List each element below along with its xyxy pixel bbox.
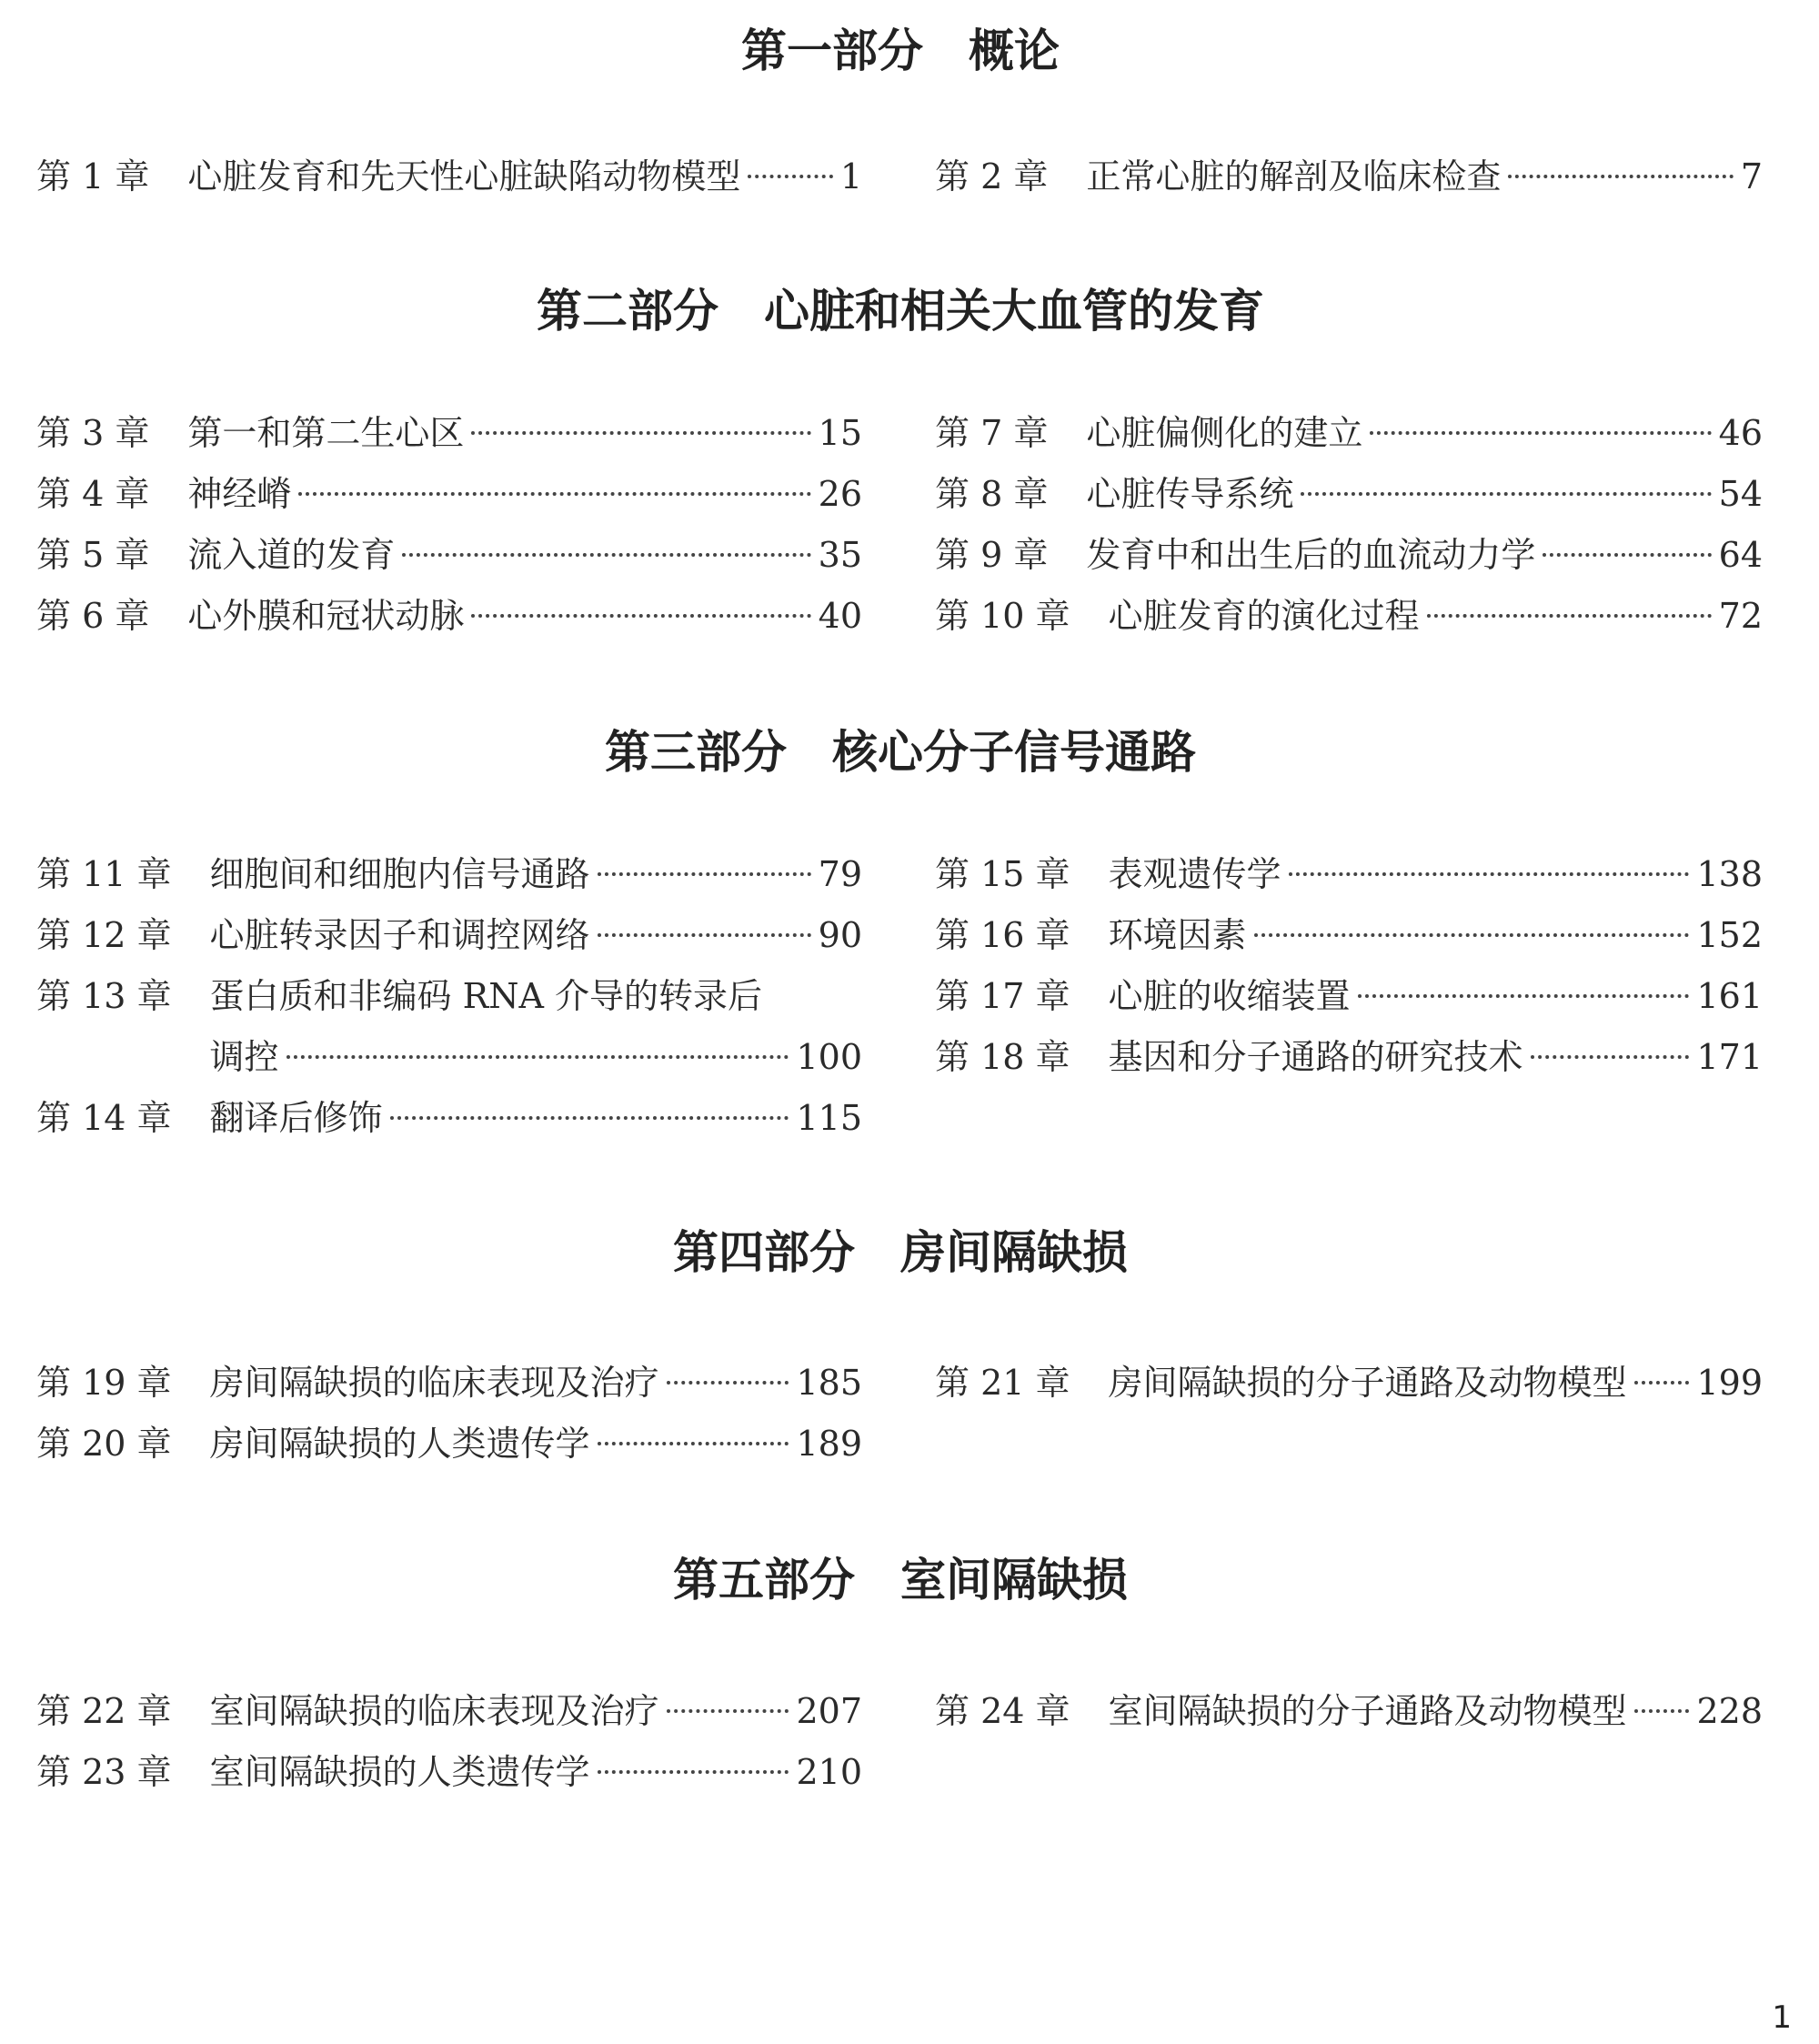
- dot-leader: [1508, 175, 1733, 178]
- chapter-title: 心脏偏侧化的建立: [1086, 413, 1363, 453]
- page-number: 115: [796, 1098, 862, 1138]
- chapter-title-continued: 调控: [209, 1037, 279, 1077]
- dot-leader: [1531, 1055, 1690, 1059]
- page-number: 207: [796, 1691, 862, 1731]
- chapter-label: 第 21 章: [935, 1363, 1070, 1403]
- toc-entry-chapter-20[interactable]: [36, 1420, 862, 1467]
- page-number: 26: [818, 474, 862, 514]
- chapter-label: 第 7 章: [935, 413, 1049, 453]
- toc-entry-chapter-22[interactable]: [36, 1687, 862, 1735]
- chapter-title: 心脏的收缩装置: [1108, 976, 1351, 1016]
- chapter-label: 第 4 章: [36, 474, 150, 514]
- chapter-title: 心脏发育和先天性心脏缺陷动物模型: [187, 156, 741, 196]
- chapter-title: 心脏转录因子和调控网络: [209, 915, 590, 955]
- chapter-title: 发育中和出生后的血流动力学: [1086, 535, 1536, 575]
- chapter-label: 第 2 章: [935, 156, 1049, 196]
- chapter-label: 第 15 章: [935, 854, 1070, 894]
- chapter-title: 翻译后修饰: [209, 1098, 383, 1138]
- page-number: 15: [818, 413, 862, 453]
- toc-entry-chapter-7[interactable]: [935, 409, 1763, 457]
- chapter-label: 第 16 章: [935, 915, 1070, 955]
- chapter-label: 第 5 章: [36, 535, 150, 575]
- toc-entry-chapter-1[interactable]: [36, 153, 862, 200]
- chapter-label: 第 9 章: [935, 535, 1049, 575]
- chapter-label: 第 24 章: [935, 1691, 1070, 1731]
- toc-entry-chapter-19[interactable]: [36, 1359, 862, 1406]
- page-number: 171: [1696, 1037, 1763, 1077]
- toc-entry-chapter-10[interactable]: [935, 592, 1763, 639]
- chapter-title: 基因和分子通路的研究技术: [1108, 1037, 1523, 1077]
- chapter-title: 心外膜和冠状动脉: [187, 596, 465, 636]
- part-title-2: 第二部分 心脏和相关大血管的发育: [537, 285, 1264, 337]
- page-number: 54: [1718, 474, 1763, 514]
- page-number: 189: [796, 1424, 862, 1464]
- chapter-title: 流入道的发育: [187, 535, 396, 575]
- chapter-label: 第 17 章: [935, 976, 1070, 1016]
- page-number: 35: [818, 535, 862, 575]
- chapter-label: 第 18 章: [935, 1037, 1070, 1077]
- chapter-label: 第 8 章: [935, 474, 1049, 514]
- page-number: 7: [1740, 156, 1763, 196]
- toc-entry-chapter-5[interactable]: [36, 531, 862, 579]
- dot-leader: [667, 1381, 789, 1384]
- dot-leader: [667, 1709, 789, 1713]
- toc-entry-chapter-21[interactable]: [935, 1359, 1763, 1406]
- dot-leader: [598, 872, 811, 876]
- toc-entry-chapter-17[interactable]: [935, 972, 1763, 1020]
- page-number: 72: [1718, 596, 1763, 636]
- dot-leader: [402, 553, 810, 557]
- dot-leader: [286, 1055, 789, 1059]
- chapter-title: 房间隔缺损的临床表现及治疗: [209, 1363, 659, 1403]
- dot-leader: [298, 492, 810, 496]
- page-number: 138: [1696, 854, 1763, 894]
- chapter-label: 第 23 章: [36, 1752, 172, 1792]
- toc-entry-chapter-15[interactable]: [935, 851, 1763, 898]
- dot-leader: [1427, 614, 1712, 618]
- chapter-label: 第 22 章: [36, 1691, 172, 1731]
- toc-entry-chapter-23[interactable]: [36, 1748, 862, 1796]
- part-title-1: 第一部分 概论: [741, 25, 1060, 77]
- chapter-title: 房间隔缺损的人类遗传学: [209, 1424, 590, 1464]
- chapter-label: 第 13 章: [36, 976, 172, 1016]
- dot-leader: [748, 175, 832, 178]
- page-number: 90: [818, 915, 862, 955]
- toc-entry-chapter-9[interactable]: [935, 531, 1763, 579]
- page-number: 40: [818, 596, 862, 636]
- toc-entry-chapter-12[interactable]: [36, 911, 862, 959]
- chapter-title: 室间隔缺损的分子通路及动物模型: [1108, 1691, 1627, 1731]
- chapter-label: 第 6 章: [36, 596, 150, 636]
- page-number: 210: [796, 1752, 862, 1792]
- chapter-title: 室间隔缺损的临床表现及治疗: [209, 1691, 659, 1731]
- dot-leader: [598, 1442, 789, 1445]
- dot-leader: [1254, 933, 1690, 937]
- dot-leader: [390, 1116, 789, 1120]
- chapter-title: 正常心脏的解剖及临床检查: [1086, 156, 1502, 196]
- dot-leader: [1289, 872, 1690, 876]
- dot-leader: [1634, 1709, 1690, 1713]
- chapter-title: 心脏传导系统: [1086, 474, 1294, 514]
- dot-leader: [1543, 553, 1711, 557]
- chapter-label: 第 20 章: [36, 1424, 172, 1464]
- dot-leader: [1358, 994, 1690, 998]
- chapter-label: 第 19 章: [36, 1363, 172, 1403]
- toc-entry-chapter-8[interactable]: [935, 470, 1763, 518]
- part-title-5: 第五部分 室间隔缺损: [673, 1554, 1128, 1606]
- dot-leader: [598, 1770, 789, 1774]
- chapter-label: 第 14 章: [36, 1098, 172, 1138]
- chapter-label: 第 12 章: [36, 915, 172, 955]
- toc-entry-chapter-4[interactable]: [36, 470, 862, 518]
- toc-entry-chapter-14[interactable]: [36, 1094, 862, 1142]
- dot-leader: [1634, 1381, 1690, 1384]
- dot-leader: [1370, 431, 1711, 435]
- toc-entry-chapter-16[interactable]: [935, 911, 1763, 959]
- page-number: 1: [839, 156, 862, 196]
- toc-entry-chapter-11[interactable]: [36, 851, 862, 898]
- page-folio: 1: [1772, 1999, 1792, 2036]
- dot-leader: [1301, 492, 1711, 496]
- toc-entry-chapter-6[interactable]: [36, 592, 862, 639]
- chapter-title: 心脏发育的演化过程: [1108, 596, 1420, 636]
- page-number: 228: [1696, 1691, 1763, 1731]
- page-number: 161: [1696, 976, 1763, 1016]
- chapter-title: 环境因素: [1108, 915, 1247, 955]
- part-title-3: 第三部分 核心分子信号通路: [605, 726, 1196, 779]
- page-number: 64: [1718, 535, 1763, 575]
- page-number: 46: [1718, 413, 1763, 453]
- chapter-label: 第 10 章: [935, 596, 1070, 636]
- toc-entry-chapter-13[interactable]: [36, 972, 862, 1020]
- toc-entry-chapter-13-continued[interactable]: [36, 1033, 862, 1081]
- chapter-label: 第 3 章: [36, 413, 150, 453]
- dot-leader: [471, 614, 810, 618]
- dot-leader: [471, 431, 810, 435]
- page-number: 79: [818, 854, 862, 894]
- part-title-4: 第四部分 房间隔缺损: [673, 1226, 1128, 1279]
- chapter-title: 房间隔缺损的分子通路及动物模型: [1108, 1363, 1627, 1403]
- chapter-title: 神经嵴: [187, 474, 292, 514]
- chapter-title: 蛋白质和非编码 RNA 介导的转录后: [209, 976, 762, 1016]
- page-number: 199: [1696, 1363, 1763, 1403]
- chapter-title: 细胞间和细胞内信号通路: [209, 854, 590, 894]
- toc-entry-chapter-24[interactable]: [935, 1687, 1763, 1735]
- page-number: 152: [1696, 915, 1763, 955]
- toc-entry-chapter-2[interactable]: [935, 153, 1763, 200]
- chapter-title: 表观遗传学: [1108, 854, 1281, 894]
- page-number: 185: [796, 1363, 862, 1403]
- chapter-label: 第 11 章: [36, 854, 172, 894]
- chapter-title: 第一和第二生心区: [187, 413, 465, 453]
- toc-entry-chapter-3[interactable]: [36, 409, 862, 457]
- chapter-title: 室间隔缺损的人类遗传学: [209, 1752, 590, 1792]
- chapter-label: 第 1 章: [36, 156, 150, 196]
- toc-entry-chapter-18[interactable]: [935, 1033, 1763, 1081]
- dot-leader: [598, 933, 811, 937]
- page-number: 100: [796, 1037, 862, 1077]
